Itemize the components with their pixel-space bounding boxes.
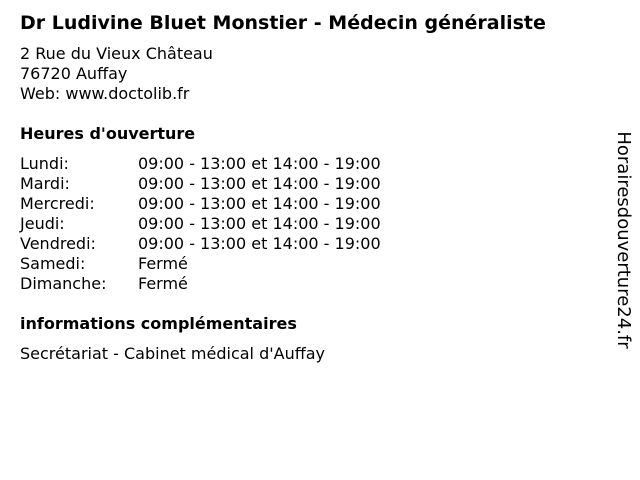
day-label: Samedi:	[20, 254, 86, 273]
hours-row-sunday	[20, 274, 440, 294]
day-label: Vendredi:	[20, 234, 96, 253]
hours-row-monday	[20, 154, 440, 174]
hours-row-saturday	[20, 254, 440, 274]
hours-value: Fermé	[138, 274, 188, 293]
day-label: Dimanche:	[20, 274, 107, 293]
address-street: 2 Rue du Vieux Château	[20, 44, 213, 63]
info-heading: informations complémentaires	[20, 314, 297, 333]
day-label: Jeudi:	[20, 214, 65, 233]
hours-row-friday	[20, 234, 440, 254]
hours-value: 09:00 - 13:00 et 14:00 - 19:00	[138, 174, 381, 193]
address-city: 76720 Auffay	[20, 64, 128, 83]
day-label: Mercredi:	[20, 194, 95, 213]
hours-value: 09:00 - 13:00 et 14:00 - 19:00	[138, 194, 381, 213]
hours-value: Fermé	[138, 254, 188, 273]
page-title: Dr Ludivine Bluet Monstier - Médecin généraliste	[20, 12, 546, 34]
site-watermark: Horairesdouverture24.fr	[613, 131, 634, 349]
hours-row-wednesday	[20, 194, 440, 214]
hours-value: 09:00 - 13:00 et 14:00 - 19:00	[138, 214, 381, 233]
hours-row-tuesday	[20, 174, 440, 194]
day-label: Lundi:	[20, 154, 69, 173]
hours-heading: Heures d'ouverture	[20, 124, 196, 143]
hours-value: 09:00 - 13:00 et 14:00 - 19:00	[138, 234, 381, 253]
address-web: Web: www.doctolib.fr	[20, 84, 190, 103]
hours-row-thursday	[20, 214, 440, 234]
day-label: Mardi:	[20, 174, 70, 193]
info-text: Secrétariat - Cabinet médical d'Auffay	[20, 344, 326, 363]
hours-value: 09:00 - 13:00 et 14:00 - 19:00	[138, 154, 381, 173]
hours-table	[20, 154, 440, 294]
